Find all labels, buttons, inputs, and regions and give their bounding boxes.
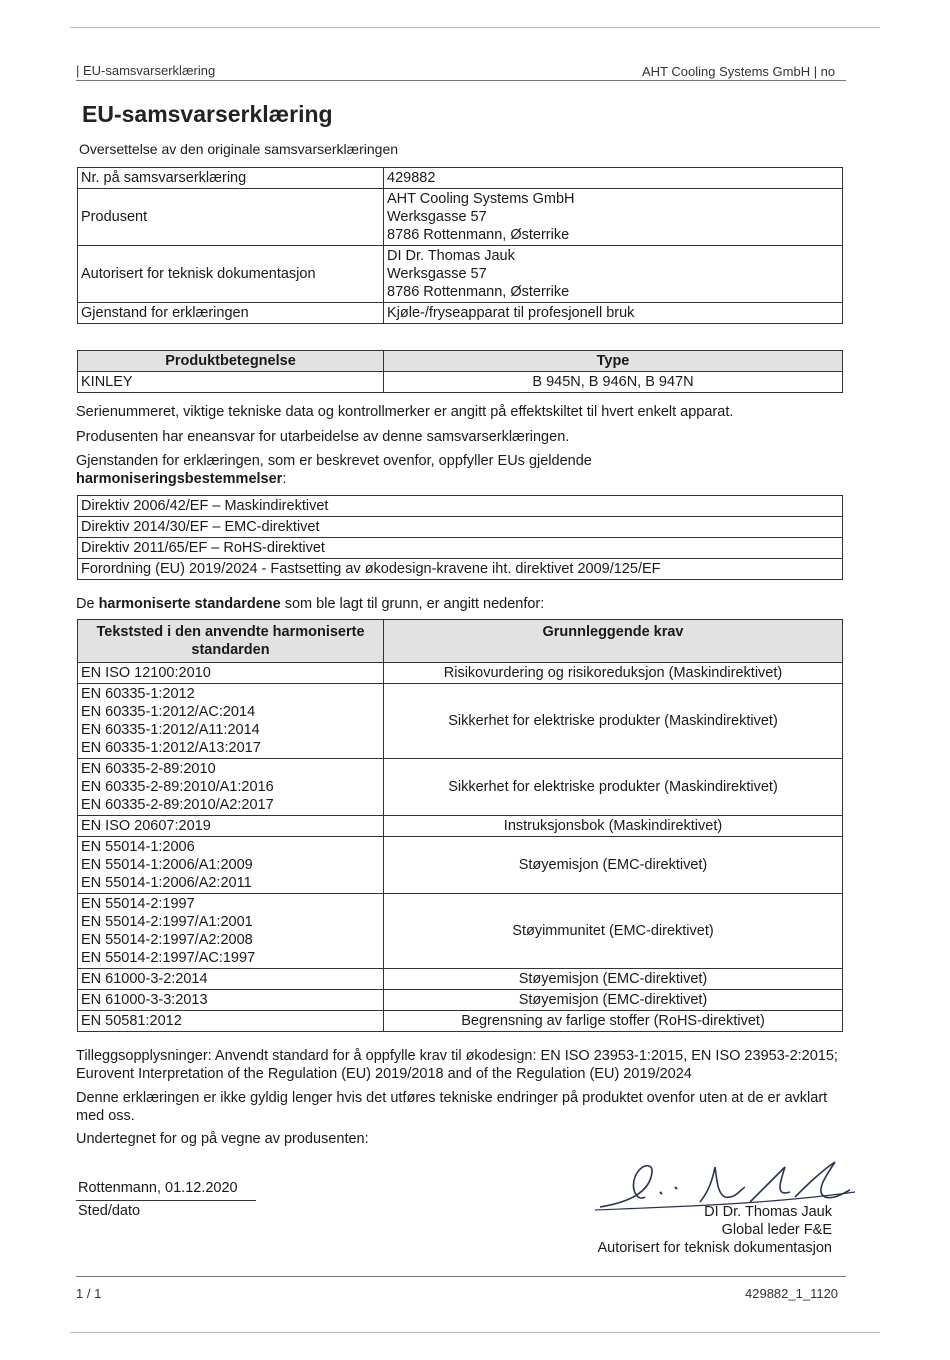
standards-row — [78, 663, 843, 684]
standards-row — [78, 1011, 843, 1032]
directive-text: Direktiv 2014/30/EF – EMC-direktivet — [78, 517, 843, 538]
signatory-block — [597, 1203, 832, 1257]
directive-row — [78, 496, 843, 517]
standards-requirement: Støyemisjon (EMC-direktivet) — [384, 990, 843, 1011]
signatory-auth: Autorisert for teknisk dokumentasjon — [597, 1240, 832, 1256]
standard-code: EN 55014-1:2006/A2:2011 — [81, 875, 252, 891]
info-value-line: 8786 Rottenmann, Østerrike — [387, 227, 570, 243]
product-table — [77, 350, 843, 393]
standard-code: EN 60335-2-89:2010/A2:2017 — [81, 797, 274, 813]
standard-code: EN 60335-2-89:2010 — [81, 761, 216, 777]
info-row — [78, 303, 843, 324]
paragraph-standards-pre: De — [76, 596, 99, 612]
paragraph-conformity-line1: Gjenstanden for erklæringen, som er beskrevet ovenfor, oppfyller EUs gjeldende — [76, 453, 592, 469]
standards-table — [77, 619, 843, 1032]
standard-code: EN 60335-1:2012/A11:2014 — [81, 722, 260, 738]
validity-note: Denne erklæringen er ikke gyldig lenger hvis det utføres tekniske endringer på produktet ovenfor uten at de er avklart med oss. — [76, 1090, 828, 1124]
info-row — [78, 168, 843, 189]
info-value-line: Werksgasse 57 — [387, 209, 487, 225]
standards-requirement: Sikkerhet for elektriske produkter (Maskindirektivet) — [384, 759, 843, 816]
place-date: Rottenmann, 01.12.2020 — [78, 1180, 238, 1196]
standard-code: EN 60335-1:2012/AC:2014 — [81, 704, 256, 720]
info-value — [384, 168, 843, 189]
info-value-line: 429882 — [387, 170, 436, 186]
product-type: B 945N, B 946N, B 947N — [384, 372, 843, 393]
standard-code: EN 60335-2-89:2010/A1:2016 — [81, 779, 274, 795]
standards-requirement: Instruksjonsbok (Maskindirektivet) — [384, 816, 843, 837]
directive-row — [78, 559, 843, 580]
standards-list — [78, 894, 384, 969]
footer-rule — [76, 1276, 846, 1277]
signatory-role: Global leder F&E — [721, 1222, 832, 1238]
standard-code: EN 55014-2:1997 — [81, 896, 195, 912]
standards-row — [78, 684, 843, 759]
standards-requirement: Støyemisjon (EMC-direktivet) — [384, 837, 843, 894]
product-header-name: Produktbetegnelse — [78, 351, 384, 372]
info-row — [78, 246, 843, 303]
header-left: | EU-samsvarserklæring — [76, 63, 216, 78]
info-table — [77, 167, 843, 324]
standard-code: EN 55014-2:1997/A1:2001 — [81, 914, 253, 930]
page-title: EU-samsvarserklæring — [82, 101, 333, 127]
directive-row — [78, 517, 843, 538]
additional-info: Tilleggsopplysninger: Anvendt standard for å oppfylle krav til økodesign: EN ISO 23953-1:2015, EN ISO 23953-2:2015; Eurovent Interpretation of the Regulation (EU) 2019/2018 and of the Regulation (EU) 2019/2024 — [76, 1048, 838, 1082]
standards-header-text: Tekststed i den anvendte harmoniserte standarden — [78, 620, 384, 663]
standard-code: EN 50581:2012 — [81, 1013, 182, 1029]
bottom-rule — [70, 1332, 880, 1333]
standards-list — [78, 1011, 384, 1032]
directive-text: Direktiv 2011/65/EF – RoHS-direktivet — [78, 538, 843, 559]
standards-requirement: Begrensning av farlige stoffer (RoHS-direktivet) — [384, 1011, 843, 1032]
info-value-line: 8786 Rottenmann, Østerrike — [387, 284, 570, 300]
info-label: Autorisert for teknisk dokumentasjon — [78, 246, 384, 303]
standards-list — [78, 816, 384, 837]
info-label: Nr. på samsvarserklæring — [78, 168, 384, 189]
info-value-line: AHT Cooling Systems GmbH — [387, 191, 575, 207]
standard-code: EN 55014-2:1997/AC:1997 — [81, 950, 256, 966]
info-value-line: Kjøle-/fryseapparat til profesjonell bruk — [387, 305, 635, 321]
paragraph-standards-rest: som ble lagt til grunn, er angitt nedenfor: — [280, 596, 545, 612]
paragraph-standards-bold: harmoniserte standardene — [98, 596, 281, 612]
info-row — [78, 189, 843, 246]
top-rule — [70, 27, 880, 28]
standard-code: EN 55014-1:2006 — [81, 839, 195, 855]
product-name: KINLEY — [78, 372, 384, 393]
document-code: 429882_1_1120 — [745, 1286, 839, 1301]
directive-row — [78, 538, 843, 559]
standards-list — [78, 837, 384, 894]
paragraph-serial: Serienummeret, viktige tekniske data og kontrollmerker er angitt på effektskiltet til hvert enkelt apparat. — [76, 404, 734, 420]
directive-text: Direktiv 2006/42/EF – Maskindirektivet — [78, 496, 843, 517]
info-label: Gjenstand for erklæringen — [78, 303, 384, 324]
standard-code: EN 60335-1:2012/A13:2017 — [81, 740, 261, 756]
standards-header-req: Grunnleggende krav — [384, 620, 843, 663]
standards-requirement: Risikovurdering og risikoreduksjon (Maskindirektivet) — [384, 663, 843, 684]
standard-code: EN 61000-3-2:2014 — [81, 971, 208, 987]
standards-list — [78, 684, 384, 759]
directive-text: Forordning (EU) 2019/2024 - Fastsetting av økodesign-kravene iht. direktivet 2009/125/EF — [78, 559, 843, 580]
standard-code: EN 60335-1:2012 — [81, 686, 195, 702]
paragraph-conformity — [76, 452, 846, 488]
info-value — [384, 246, 843, 303]
paragraph-standards-intro — [76, 595, 846, 613]
subtitle: Oversettelse av den originale samsvarserklæringen — [79, 141, 399, 157]
paragraph-conformity-bold: harmoniseringsbestemmelser — [76, 471, 283, 487]
info-value-line: DI Dr. Thomas Jauk — [387, 248, 515, 264]
signed-on-behalf: Undertegnet for og på vegne av produsenten: — [76, 1131, 369, 1147]
standard-code: EN 55014-1:2006/A1:2009 — [81, 857, 253, 873]
info-value — [384, 189, 843, 246]
standard-code: EN 55014-2:1997/A2:2008 — [81, 932, 253, 948]
header-rule — [76, 80, 846, 81]
standards-list — [78, 759, 384, 816]
product-header-type: Type — [384, 351, 843, 372]
paragraph-conformity-colon: : — [282, 471, 287, 487]
standards-row — [78, 990, 843, 1011]
standards-requirement: Støyimmunitet (EMC-direktivet) — [384, 894, 843, 969]
standards-list — [78, 969, 384, 990]
paragraph-responsibility: Produsenten har eneansvar for utarbeidelse av denne samsvarserklæringen. — [76, 429, 570, 445]
info-value — [384, 303, 843, 324]
standards-requirement: Sikkerhet for elektriske produkter (Maskindirektivet) — [384, 684, 843, 759]
info-value-line: Werksgasse 57 — [387, 266, 487, 282]
standards-row — [78, 837, 843, 894]
standards-row — [78, 759, 843, 816]
place-date-label: Sted/dato — [78, 1203, 141, 1219]
directives-table — [77, 495, 843, 580]
standard-code: EN 61000-3-3:2013 — [81, 992, 208, 1008]
signatory-name: DI Dr. Thomas Jauk — [704, 1204, 832, 1220]
standards-list — [78, 663, 384, 684]
header-right: AHT Cooling Systems GmbH | no — [642, 64, 836, 79]
standard-code: EN ISO 20607:2019 — [81, 818, 211, 834]
standards-row — [78, 894, 843, 969]
standards-row — [78, 969, 843, 990]
info-label: Produsent — [78, 189, 384, 246]
standard-code: EN ISO 12100:2010 — [81, 665, 211, 681]
page-number: 1 / 1 — [76, 1286, 102, 1301]
standards-list — [78, 990, 384, 1011]
signature-underline — [76, 1200, 256, 1201]
standards-requirement: Støyemisjon (EMC-direktivet) — [384, 969, 843, 990]
standards-row — [78, 816, 843, 837]
